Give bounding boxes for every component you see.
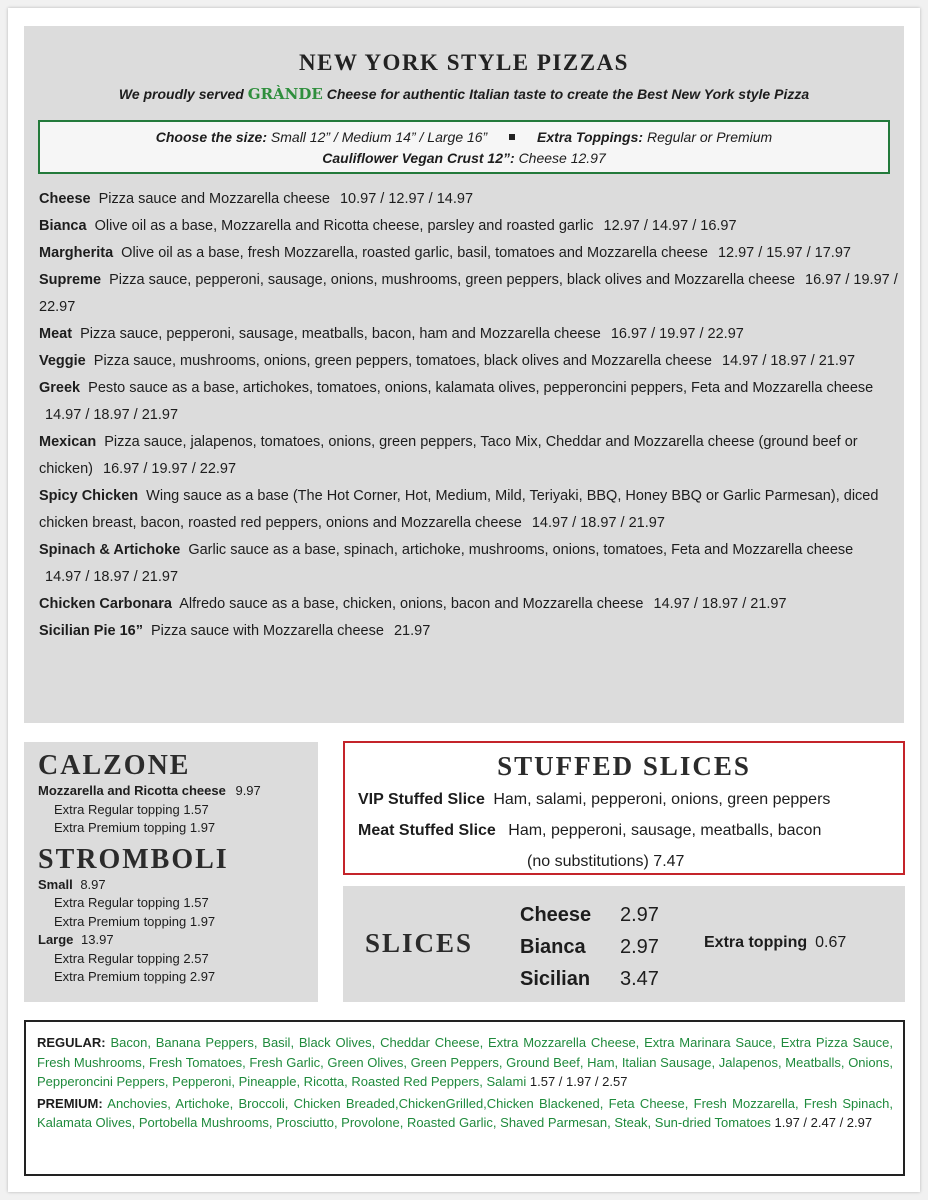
calzone-item-price: 9.97 (235, 783, 261, 798)
pizza-item (39, 429, 899, 483)
stromboli-small-reg (38, 894, 318, 913)
slice-name: Cheese (520, 904, 592, 926)
regular-toppings (37, 1033, 893, 1092)
stromboli-small-price: 8.97 (80, 876, 106, 892)
vegan-line (40, 148, 888, 169)
size-label: Choose the size: (155, 129, 268, 145)
meat-desc: Ham, pepperoni, sausage, meatballs, bacon (508, 822, 822, 839)
regular-label: REGULAR: (37, 1035, 106, 1050)
stromboli-large (38, 931, 318, 950)
stromboli-large-prem-label: Extra Premium topping (54, 969, 187, 984)
size-value: Small 12” / Medium 14” / Large 16” (270, 129, 488, 145)
stromboli-small-prem (38, 913, 318, 932)
vegan-value: Cheese 12.97 (518, 150, 606, 166)
calzone-prem-price: 1.97 (189, 820, 216, 835)
calzone-title: CALZONE (38, 750, 191, 781)
pizza-desc: Olive oil as a base, Mozzarella and Ricotta cheese, parsley and roasted garlic (94, 218, 594, 234)
stromboli-large-label: Large (38, 932, 74, 947)
pizza-desc: Alfredo sauce as a base, chicken, onions, bacon and Mozzarella cheese (179, 596, 644, 612)
slice-extra-topping (704, 934, 846, 952)
square-bullet-icon (509, 134, 515, 140)
pizza-name: Margherita (39, 245, 114, 261)
slices-section (343, 886, 905, 1002)
extra-toppings-label: Extra Toppings: (537, 129, 644, 145)
pizza-price: 16.97 / 19.97 / 22.97 (39, 272, 898, 315)
slice-item (520, 899, 659, 931)
pizza-desc: Pesto sauce as a base, artichokes, tomatoes, onions, kalamata olives, pepperoncini peppers, Feta and Mozzarella cheese (88, 380, 874, 396)
stromboli-large-price: 13.97 (81, 932, 114, 947)
vip-name: VIP Stuffed Slice (358, 791, 485, 808)
stromboli-small-label: Small (38, 876, 73, 892)
slice-name: Bianca (520, 936, 586, 958)
stuffed-title: STUFFED SLICES (497, 751, 751, 781)
slice-extra-label: Extra topping (704, 934, 808, 951)
pizza-desc: Pizza sauce, mushrooms, onions, green peppers, tomatoes, black olives and Mozzarella cheese (93, 353, 712, 369)
vegan-label: Cauliflower Vegan Crust 12”: (322, 150, 515, 166)
pizza-name: Spinach & Artichoke (39, 542, 181, 558)
pizza-desc: Pizza sauce and Mozzarella cheese (98, 191, 330, 207)
pizza-item (39, 618, 899, 645)
pizza-name: Mexican (39, 434, 97, 450)
slice-extra-price: 0.67 (815, 934, 847, 951)
pizza-price: 12.97 / 15.97 / 17.97 (717, 245, 851, 261)
pizza-name: Meat (39, 326, 73, 342)
pizza-desc: Garlic sauce as a base, spinach, artichoke, mushrooms, onions, tomatoes, Feta and Mozzarella cheese (188, 542, 854, 558)
stromboli-large-reg-label: Extra Regular topping (54, 950, 180, 966)
premium-label: PREMIUM: (37, 1095, 103, 1111)
stuffed-price: 7.47 (653, 853, 685, 870)
slice-item (520, 963, 659, 995)
pizzas-title: NEW YORK STYLE PIZZAS (299, 50, 629, 75)
size-box (38, 120, 890, 174)
stuffed-slices-section (343, 741, 905, 875)
pizza-item (39, 240, 899, 267)
pizza-price: 14.97 / 18.97 / 21.97 (45, 407, 179, 423)
grande-logo: GRÀNDE (247, 85, 323, 103)
pizza-price: 16.97 / 19.97 / 22.97 (610, 326, 744, 342)
menu-page (8, 8, 920, 1192)
stromboli-large-prem (38, 968, 318, 987)
pizza-price: 14.97 / 18.97 / 21.97 (45, 569, 179, 585)
slice-item (520, 931, 659, 963)
slice-price: 3.47 (620, 968, 659, 990)
stromboli-small-reg-price: 1.57 (183, 895, 209, 910)
slice-name: Sicilian (520, 968, 591, 990)
calzone-reg-topping (38, 801, 318, 820)
pizza-item (39, 321, 899, 348)
toppings-section (24, 1020, 905, 1176)
size-line (40, 127, 888, 148)
pizza-desc: Pizza sauce with Mozzarella cheese (151, 623, 384, 639)
pizza-item (39, 213, 899, 240)
pizza-desc: Wing sauce as a base (The Hot Corner, Hot, Medium, Mild, Teriyaki, BBQ, Honey BBQ or Garlic Parmesan), diced chicken breast, bacon, roasted red peppers, onions and Mozzarella cheese (39, 488, 879, 531)
pizza-price: 12.97 / 14.97 / 16.97 (603, 218, 737, 234)
pizza-name: Supreme (39, 272, 102, 288)
extra-toppings-value: Regular or Premium (646, 129, 773, 145)
premium-list: Anchovies, Artichoke, Broccoli, Chicken Breaded,ChickenGrilled,Chicken Blackened, Feta Cheese, Fresh Mozzarella, Fresh Spinach, Kalamata Olives, Portobella Mushrooms, Prosciutto, Provolone, Roasted Garlic, Shaved Parmesan, Steak, Sun-dried Tomatoes (37, 1095, 893, 1130)
pizza-price: 16.97 / 19.97 / 22.97 (103, 461, 237, 477)
stuffed-note-text: (no substitutions) (527, 853, 649, 870)
slice-price: 2.97 (620, 936, 659, 958)
stromboli-small-prem-label: Extra Premium topping (54, 913, 187, 929)
pizza-desc: Olive oil as a base, fresh Mozzarella, roasted garlic, basil, tomatoes and Mozzarella cheese (121, 245, 708, 261)
pizza-list (39, 186, 899, 645)
regular-list: Bacon, Banana Peppers, Basil, Black Olives, Cheddar Cheese, Extra Mozzarella Cheese, Extra Marinara Sauce, Extra Pizza Sauce, Fresh Mushrooms, Fresh Tomatoes, Fresh Garlic, Green Olives, Green Peppers, Ground Beef, Ham, Italian Sausage, Jalapenos, Meatballs, Onions, Pepperoncini Peppers, Pepperoni, Pineapple, Ricotta, Roasted Red Peppers, Salami (37, 1035, 893, 1089)
pizza-price: 14.97 / 18.97 / 21.97 (722, 353, 856, 369)
calzone-prem-topping (38, 819, 318, 838)
calzone-item (38, 782, 318, 801)
pizza-price: 14.97 / 18.97 / 21.97 (531, 515, 665, 531)
pizza-item (39, 591, 899, 618)
calzone-reg-price: 1.57 (183, 801, 209, 817)
calzone-item-name: Mozzarella and Ricotta cheese (38, 783, 226, 798)
pizza-price: 10.97 / 12.97 / 14.97 (339, 191, 474, 207)
pizzas-subtitle (24, 85, 904, 103)
stromboli-large-reg (38, 950, 318, 969)
slices-title: SLICES (365, 928, 474, 958)
slices-list (520, 899, 659, 995)
stromboli-small-reg-label: Extra Regular topping (54, 895, 180, 910)
pizza-item (39, 483, 899, 537)
pizza-name: Spicy Chicken (39, 488, 139, 504)
vip-stuffed-slice (345, 784, 903, 815)
regular-price: 1.57 / 1.97 / 2.57 (529, 1074, 628, 1089)
meat-name: Meat Stuffed Slice (358, 822, 496, 839)
stromboli-small (38, 876, 318, 895)
stromboli-large-reg-price: 2.57 (183, 950, 209, 966)
stromboli-title: STROMBOLI (38, 843, 229, 875)
pizza-item (39, 348, 899, 375)
vip-desc: Ham, salami, pepperoni, onions, green peppers (493, 791, 831, 808)
stromboli-large-prem-price: 2.97 (189, 969, 216, 984)
pizza-name: Cheese (39, 191, 91, 207)
pizza-name: Greek (39, 380, 81, 396)
pizza-name: Bianca (39, 218, 87, 234)
calzone-prem-label: Extra Premium topping (54, 820, 187, 835)
pizza-item (39, 186, 899, 213)
pizza-name: Chicken Carbonara (39, 596, 172, 612)
calzone-stromboli-section (24, 742, 318, 1002)
stromboli-small-prem-price: 1.97 (189, 913, 216, 929)
meat-stuffed-slice (345, 815, 903, 846)
calzone-reg-label: Extra Regular topping (54, 801, 180, 817)
pizza-name: Veggie (39, 353, 86, 369)
stuffed-note (345, 846, 903, 877)
pizza-item (39, 375, 899, 429)
pizza-desc: Pizza sauce, pepperoni, sausage, meatballs, bacon, ham and Mozzarella cheese (80, 326, 601, 342)
pizza-name: Sicilian Pie 16” (39, 623, 143, 639)
pizza-desc: Pizza sauce, jalapenos, tomatoes, onions, green peppers, Taco Mix, Cheddar and Mozzarella cheese (ground beef or chicken) (39, 434, 858, 477)
pizza-item (39, 267, 899, 321)
pizza-price: 14.97 / 18.97 / 21.97 (653, 596, 787, 612)
premium-price: 1.97 / 2.47 / 2.97 (774, 1115, 873, 1130)
subtitle-pre: We proudly served (118, 86, 244, 102)
pizza-item (39, 537, 899, 591)
pizzas-section (24, 26, 904, 723)
pizza-desc: Pizza sauce, pepperoni, sausage, onions, mushrooms, green peppers, black olives and Mozzarella cheese (109, 272, 796, 288)
pizza-price: 21.97 (393, 623, 431, 639)
subtitle-post: Cheese for authentic Italian taste to create the Best New York style Pizza (326, 86, 810, 102)
slice-price: 2.97 (620, 904, 659, 926)
premium-toppings (37, 1094, 893, 1133)
